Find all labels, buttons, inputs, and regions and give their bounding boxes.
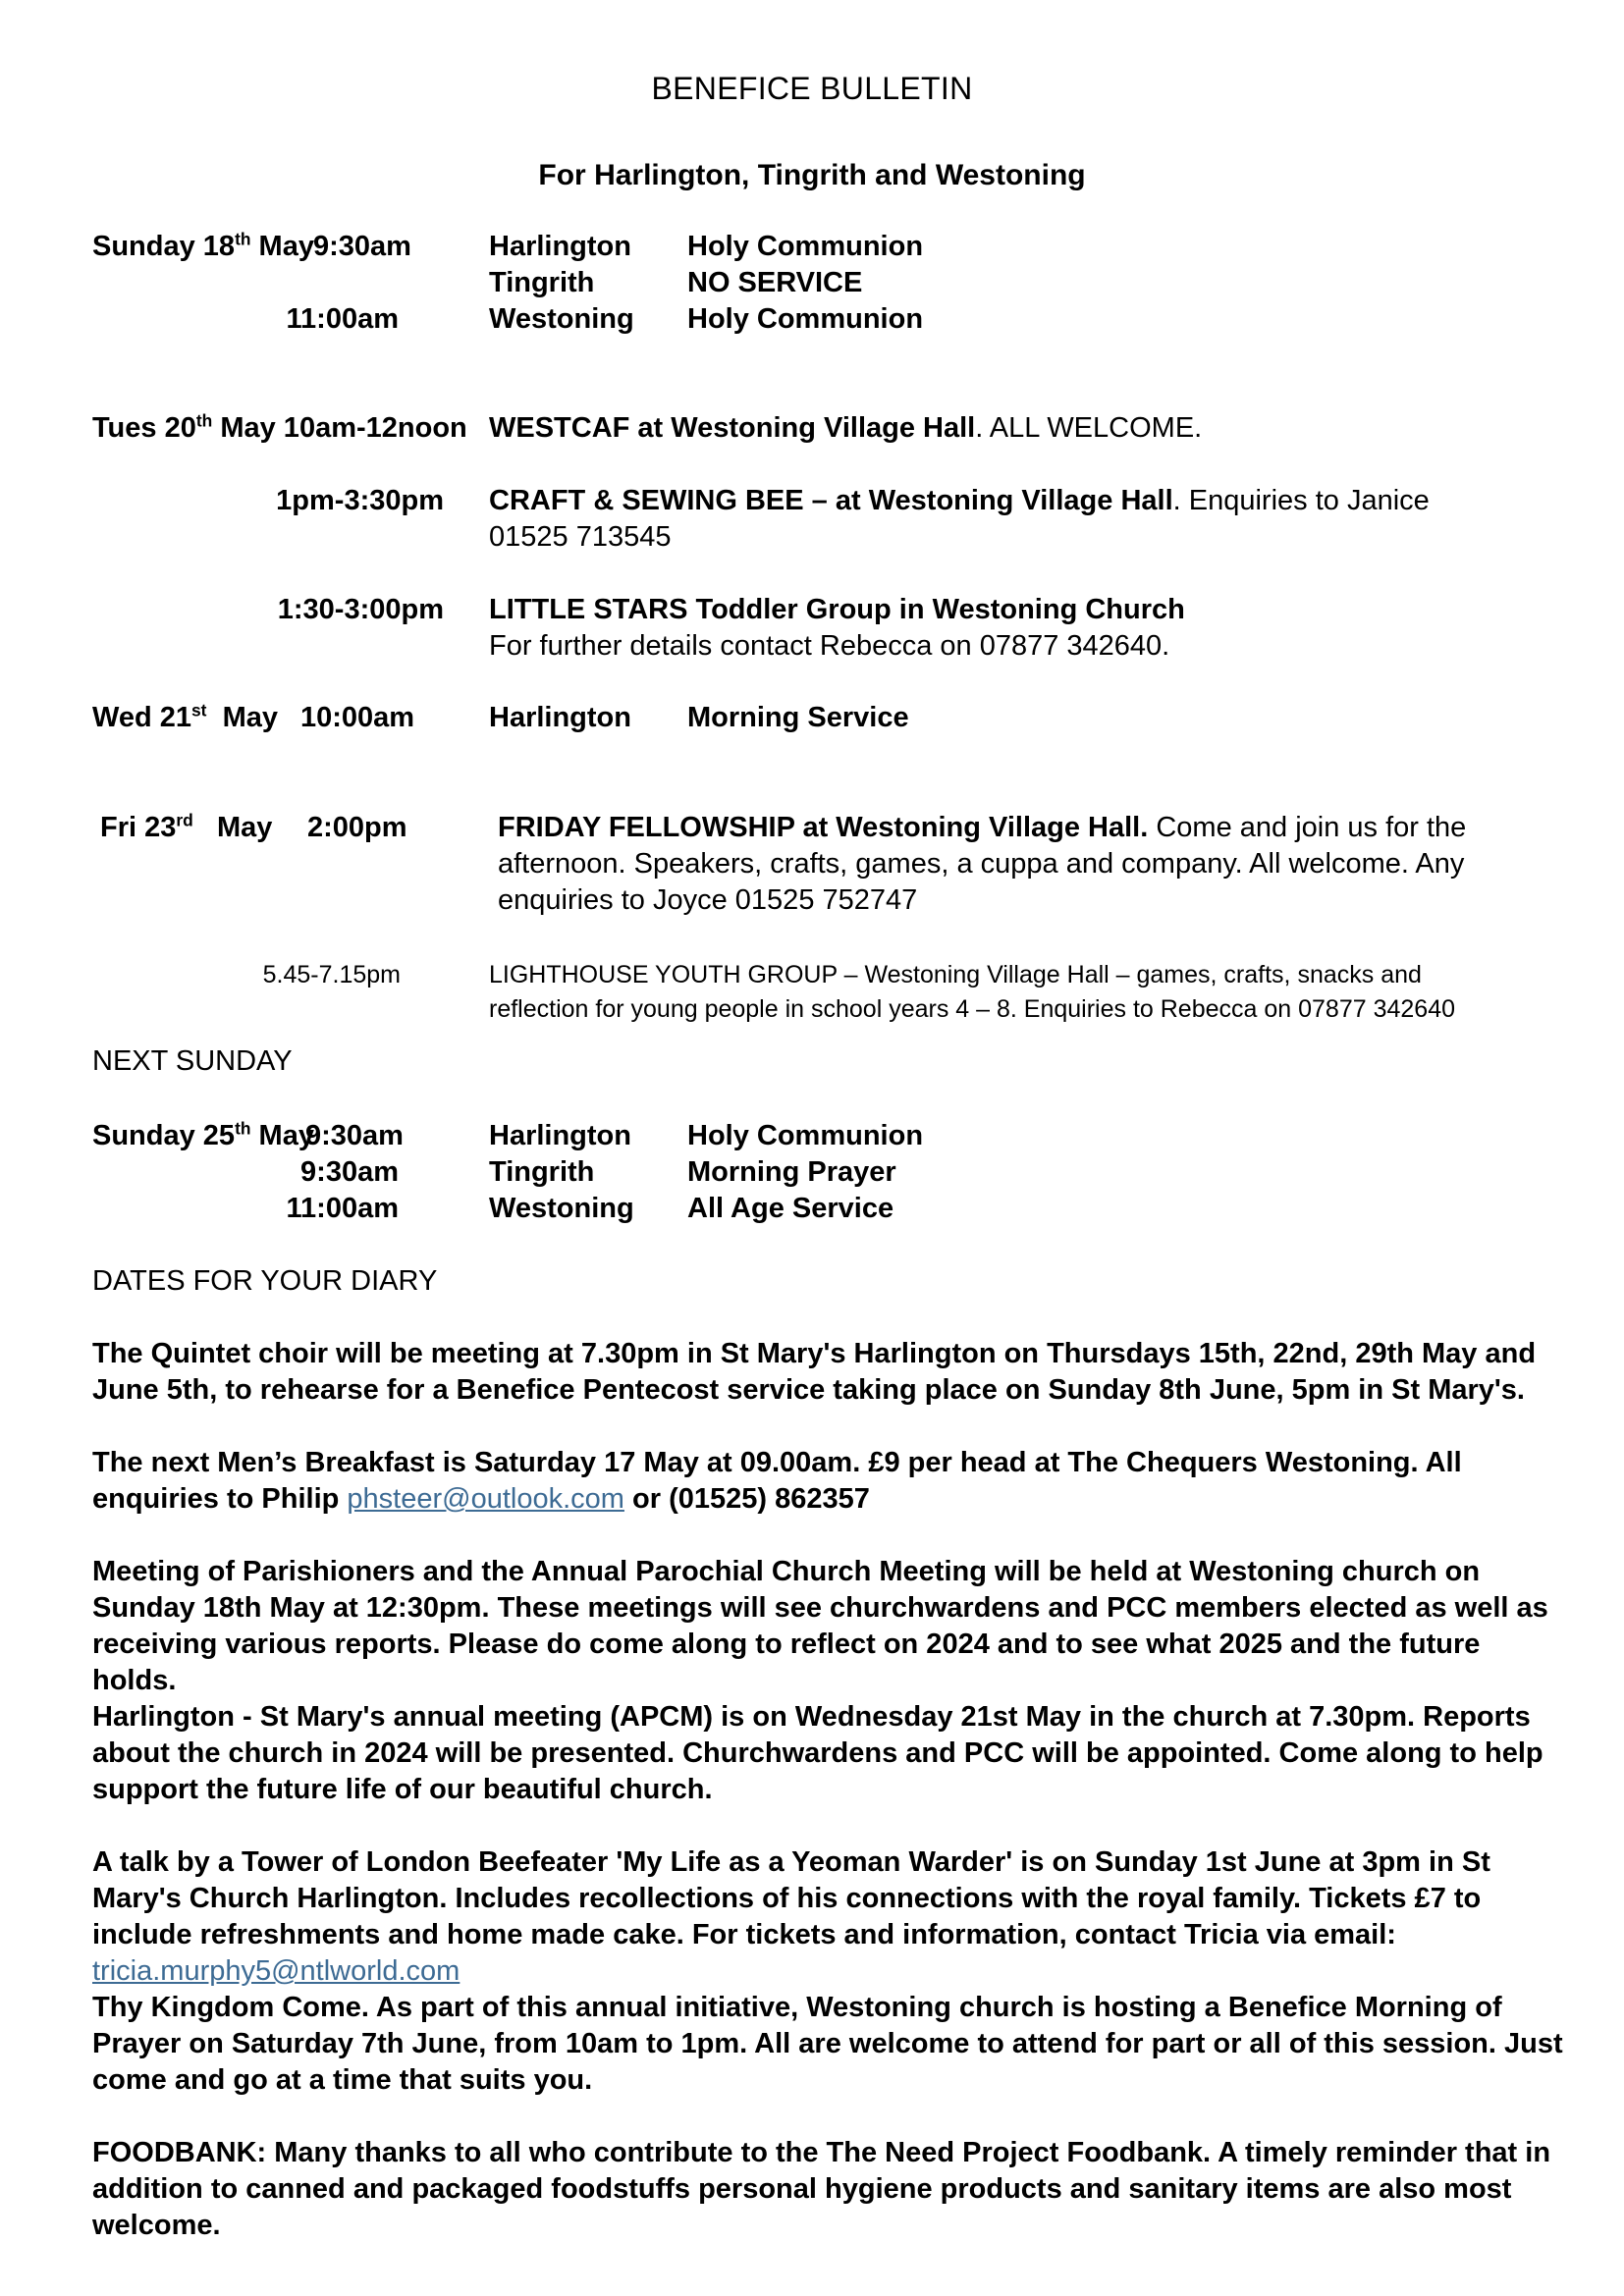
time-label: 9:30am	[313, 231, 411, 262]
diary-mens-breakfast: The next Men’s Breakfast is Saturday 17 May at 09.00am. £9 per head at The Chequers Westoning. All enquiries to Philip phsteer@outlook.com or (01525) 862357	[92, 1447, 1462, 1515]
place-label: Westoning	[489, 303, 634, 335]
place-label: Harlington	[489, 702, 631, 733]
event-craft-phone: 01525 713545	[489, 521, 672, 553]
diary-thy-kingdom-come: Thy Kingdom Come. As part of this annual initiative, Westoning church is hosting a Benefice Morning of Prayer on Saturday 7th June, from 10am to 1pm. All are welcome to attend for part or all of this session. Just come and go at a time that suits you.	[92, 1992, 1563, 2096]
time-label: 11:00am	[286, 1193, 399, 1224]
time-label: 11:00am	[286, 303, 399, 335]
service-label: Morning Service	[687, 702, 909, 733]
time-label: 2:00pm	[307, 812, 407, 843]
service-label: All Age Service	[687, 1193, 894, 1224]
diary-apcm-harlington: Harlington - St Mary's annual meeting (APCM) is on Wednesday 21st May in the church at 7.30pm. Reports about the church in 2024 will be presented. Churchwardens and PCC will be appointed. Come along to help support the future life of our beautiful church.	[92, 1701, 1543, 1805]
time-label: 10:00am	[300, 702, 415, 733]
service-label: Morning Prayer	[687, 1156, 896, 1188]
diary-heading: DATES FOR YOUR DIARY	[92, 1265, 438, 1297]
diary-foodbank: FOODBANK: Many thanks to all who contribute to the The Need Project Foodbank. A timely reminder that in addition to canned and packaged foodstuffs personal hygiene products and sanitary items are also most welcome.	[92, 2137, 1551, 2241]
time-label: 9:30am	[300, 1156, 399, 1188]
service-label: NO SERVICE	[687, 267, 863, 298]
time-label: 5.45-7.15pm	[262, 961, 401, 988]
place-label: Tingrith	[489, 267, 595, 298]
event-friday-fellowship-line2: afternoon. Speakers, crafts, games, a cuppa and company. All welcome. Any	[498, 848, 1465, 880]
event-lighthouse-line2: reflection for young people in school years 4 – 8. Enquiries to Rebecca on 07877 342640	[489, 995, 1455, 1023]
service-label: Holy Communion	[687, 231, 924, 262]
diary-beefeater-talk: A talk by a Tower of London Beefeater 'My Life as a Yeoman Warder' is on Sunday 1st June at 3pm in St Mary's Church Harlington. Includes recollections of his connections with the royal family. Tickets £7 to include refreshments and home made cake. For tickets and information, contact Tricia via email: tricia.murphy5@ntlworld.com	[92, 1846, 1490, 1987]
date-sunday-25: Sunday 25th May	[92, 1118, 314, 1151]
service-label: Holy Communion	[687, 1120, 924, 1151]
page-title: BENEFICE BULLETIN	[651, 71, 973, 106]
event-little-stars: LITTLE STARS Toddler Group in Westoning Church	[489, 594, 1185, 625]
diary-quintet-choir: The Quintet choir will be meeting at 7.30pm in St Mary's Harlington on Thursdays 15th, 22nd, 29th May and June 5th, to rehearse for a Benefice Pentecost service taking place on Sunday 8th June, 5pm in St Mary's.	[92, 1338, 1537, 1406]
date-fri-23: Fri 23rd May	[100, 810, 273, 843]
diary-annual-meeting-westoning: Meeting of Parishioners and the Annual Parochial Church Meeting will be held at Westoning church on Sunday 18th May at 12:30pm. These meetings will see churchwardens and PCC members elected as well as receiving various reports. Please do come along to reflect on 2024 and to see what 2025 and the future holds.	[92, 1556, 1548, 1696]
email-link-philip[interactable]: phsteer@outlook.com	[347, 1483, 624, 1515]
next-sunday-heading: NEXT SUNDAY	[92, 1045, 293, 1077]
place-label: Tingrith	[489, 1156, 595, 1188]
service-label: Holy Communion	[687, 303, 924, 335]
email-link-tricia[interactable]: tricia.murphy5@ntlworld.com	[92, 1955, 460, 1987]
event-lighthouse: LIGHTHOUSE YOUTH GROUP – Westoning Village Hall – games, crafts, snacks and	[489, 961, 1422, 988]
time-label: 9:30am	[305, 1120, 404, 1151]
event-craft-sewing: CRAFT & SEWING BEE – at Westoning Village Hall. Enquiries to Janice	[489, 485, 1430, 516]
date-tues-20: Tues 20th May 10am-12noon	[92, 410, 467, 444]
event-friday-fellowship-line3: enquiries to Joyce 01525 752747	[498, 884, 918, 916]
place-label: Harlington	[489, 1120, 631, 1151]
date-wed-21: Wed 21st May	[92, 700, 279, 733]
event-westcaf: WESTCAF at Westoning Village Hall. ALL WELCOME.	[489, 412, 1203, 444]
event-friday-fellowship: FRIDAY FELLOWSHIP at Westoning Village Hall. Come and join us for the	[498, 812, 1467, 843]
page-subtitle: For Harlington, Tingrith and Westoning	[538, 159, 1086, 191]
time-label: 1:30-3:00pm	[277, 594, 444, 625]
event-little-stars-details: For further details contact Rebecca on 07877 342640.	[489, 630, 1170, 662]
place-label: Harlington	[489, 231, 631, 262]
place-label: Westoning	[489, 1193, 634, 1224]
date-sunday-18: Sunday 18th May	[92, 229, 314, 262]
time-label: 1pm-3:30pm	[276, 485, 444, 516]
